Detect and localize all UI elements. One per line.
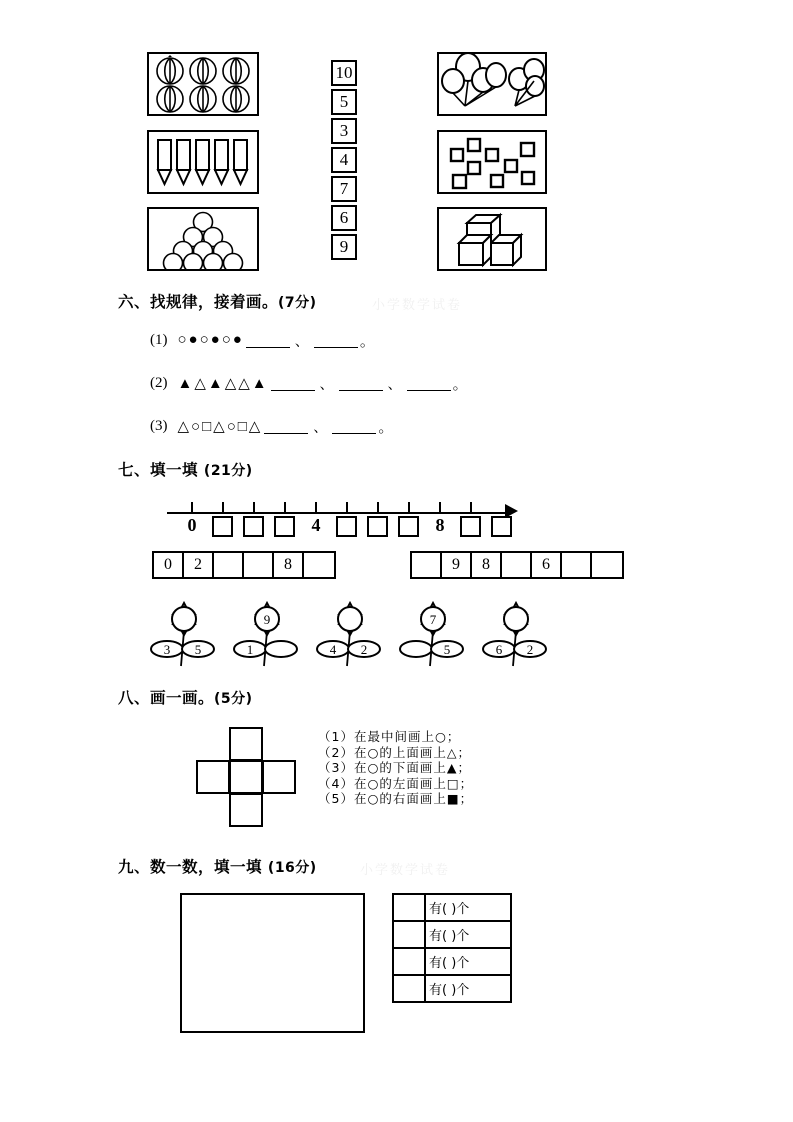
period: 。 <box>452 377 468 393</box>
instruction-4: （4）在○的左面画上□； <box>318 775 474 791</box>
shape-cell <box>393 921 425 948</box>
strip-cell[interactable]: 9 <box>442 553 472 577</box>
pattern-item-1-label: (1) <box>150 332 168 348</box>
numberline-blank[interactable] <box>398 516 419 537</box>
period: 。 <box>378 420 394 436</box>
number-strip-right <box>410 551 624 579</box>
instruction-3: （3）在○的下面画上▲； <box>318 760 471 775</box>
cross-cell-left[interactable] <box>196 760 230 794</box>
pattern-item-3-glyphs: △○□△○□△ <box>177 419 263 435</box>
number-strip-left <box>152 551 336 579</box>
balloons-box <box>437 52 547 116</box>
flower-left-value[interactable]: 6 <box>495 642 503 657</box>
section7-heading <box>118 458 253 480</box>
comma: 、 <box>313 420 328 436</box>
section9-title: 九、数一数，填一填 <box>118 858 263 876</box>
numberline-value-0: 0 <box>187 515 197 535</box>
strip-cell[interactable] <box>562 553 592 577</box>
pattern-item-1 <box>150 330 375 351</box>
count-cell[interactable]: 有( )个 <box>425 948 511 975</box>
table-row <box>393 948 511 975</box>
answer-blank[interactable] <box>407 377 451 391</box>
section6-title: 六、找规律，接着画。 <box>118 293 279 311</box>
flower-center-value[interactable]: 9 <box>263 612 271 627</box>
flower-2 <box>228 598 306 670</box>
cross-cell-center[interactable] <box>229 760 263 794</box>
pencils-box <box>147 130 259 194</box>
instruction-1: （1）在最中间画上○； <box>318 729 461 744</box>
number-chip[interactable]: 5 <box>331 89 357 115</box>
instruction-5: （5）在○的右面画上■； <box>318 791 474 806</box>
comma: 、 <box>319 377 334 393</box>
flower-center-value[interactable]: 7 <box>429 612 437 627</box>
numberline-value-4: 4 <box>311 515 321 535</box>
number-chip[interactable]: 7 <box>331 176 357 202</box>
strip-cell[interactable] <box>304 553 334 577</box>
count-cell[interactable]: 有( )个 <box>425 975 511 1002</box>
table-row <box>393 921 511 948</box>
strip-cell[interactable] <box>412 553 442 577</box>
numberline-blank[interactable] <box>367 516 388 537</box>
strip-cell[interactable] <box>214 553 244 577</box>
answer-blank[interactable] <box>246 334 290 348</box>
numberline-value-8: 8 <box>435 515 445 535</box>
shape-cell <box>393 894 425 921</box>
pattern-item-2 <box>150 373 468 394</box>
melons-box <box>147 52 259 116</box>
section7-points: (21分) <box>203 463 253 479</box>
pattern-item-2-label: (2) <box>150 375 168 391</box>
flower-3 <box>311 598 389 670</box>
squares-box <box>437 130 547 194</box>
numberline-blank[interactable] <box>491 516 512 537</box>
section8-heading <box>118 686 253 708</box>
numberline-blank[interactable] <box>243 516 264 537</box>
numberline-blank[interactable] <box>336 516 357 537</box>
pattern-item-3-label: (3) <box>150 418 168 434</box>
section8-points: (5分) <box>214 691 253 707</box>
flower-left-value[interactable]: 4 <box>329 642 337 657</box>
cubes-box <box>437 207 547 271</box>
flower-1 <box>145 598 223 670</box>
strip-cell[interactable]: 8 <box>274 553 304 577</box>
strip-cell[interactable]: 8 <box>472 553 502 577</box>
strip-cell[interactable]: 6 <box>532 553 562 577</box>
section6-watermark: 小学数学试卷 <box>372 298 463 313</box>
pattern-item-2-glyphs: ▲△▲△△▲ <box>177 376 269 392</box>
shape-cell <box>393 948 425 975</box>
answer-blank[interactable] <box>314 334 358 348</box>
flower-right-value[interactable]: 5 <box>194 642 202 657</box>
cross-cell-top[interactable] <box>229 727 263 761</box>
flower-right-value[interactable]: 2 <box>526 642 534 657</box>
answer-blank[interactable] <box>339 377 383 391</box>
section7-title: 七、填一填 <box>118 461 199 479</box>
comma: 、 <box>294 334 309 350</box>
instruction-2: （2）在○的上面画上△； <box>318 744 471 760</box>
count-cell[interactable]: 有( )个 <box>425 894 511 921</box>
flower-left-value[interactable]: 3 <box>163 642 171 657</box>
number-chip[interactable]: 10 <box>331 60 357 86</box>
cross-cell-right[interactable] <box>262 760 296 794</box>
section8-title: 八、画一画。 <box>118 689 215 707</box>
number-line <box>167 498 527 540</box>
strip-cell[interactable]: 0 <box>154 553 184 577</box>
number-chip[interactable]: 4 <box>331 147 357 173</box>
section9-heading <box>118 855 317 877</box>
numberline-blank[interactable] <box>274 516 295 537</box>
numberline-blank[interactable] <box>212 516 233 537</box>
pattern-item-3 <box>150 416 393 437</box>
flower-left-value[interactable]: 1 <box>246 642 254 657</box>
flower-right-value[interactable]: 2 <box>360 642 368 657</box>
cross-grid[interactable] <box>196 727 306 827</box>
number-chip[interactable]: 6 <box>331 205 357 231</box>
flower-right-value[interactable]: 5 <box>443 642 451 657</box>
section9-points: (16分) <box>267 860 317 876</box>
answer-blank[interactable] <box>264 420 308 434</box>
drawing-area[interactable] <box>180 893 365 1033</box>
pattern-item-1-glyphs: ○●○●○● <box>177 332 244 348</box>
number-chip[interactable]: 3 <box>331 118 357 144</box>
balls-pyramid-box <box>147 207 259 271</box>
section6-points: (7分) <box>278 295 317 311</box>
numberline-blank[interactable] <box>460 516 481 537</box>
answer-blank[interactable] <box>332 420 376 434</box>
flower-4 <box>394 598 472 670</box>
comma: 、 <box>387 377 402 393</box>
cross-cell-bottom[interactable] <box>229 793 263 827</box>
count-cell[interactable]: 有( )个 <box>425 921 511 948</box>
section9-watermark: 小学数学试卷 <box>360 863 451 878</box>
table-row <box>393 975 511 1002</box>
count-table <box>392 893 512 1003</box>
strip-cell[interactable] <box>502 553 532 577</box>
strip-cell[interactable] <box>244 553 274 577</box>
shape-cell <box>393 975 425 1002</box>
number-chip[interactable]: 9 <box>331 234 357 260</box>
period: 。 <box>359 334 375 350</box>
flower-5 <box>477 598 555 670</box>
answer-blank[interactable] <box>271 377 315 391</box>
strip-cell[interactable]: 2 <box>184 553 214 577</box>
table-row <box>393 894 511 921</box>
section8-instructions <box>318 729 473 807</box>
section6-heading <box>118 290 317 312</box>
strip-cell[interactable] <box>592 553 622 577</box>
